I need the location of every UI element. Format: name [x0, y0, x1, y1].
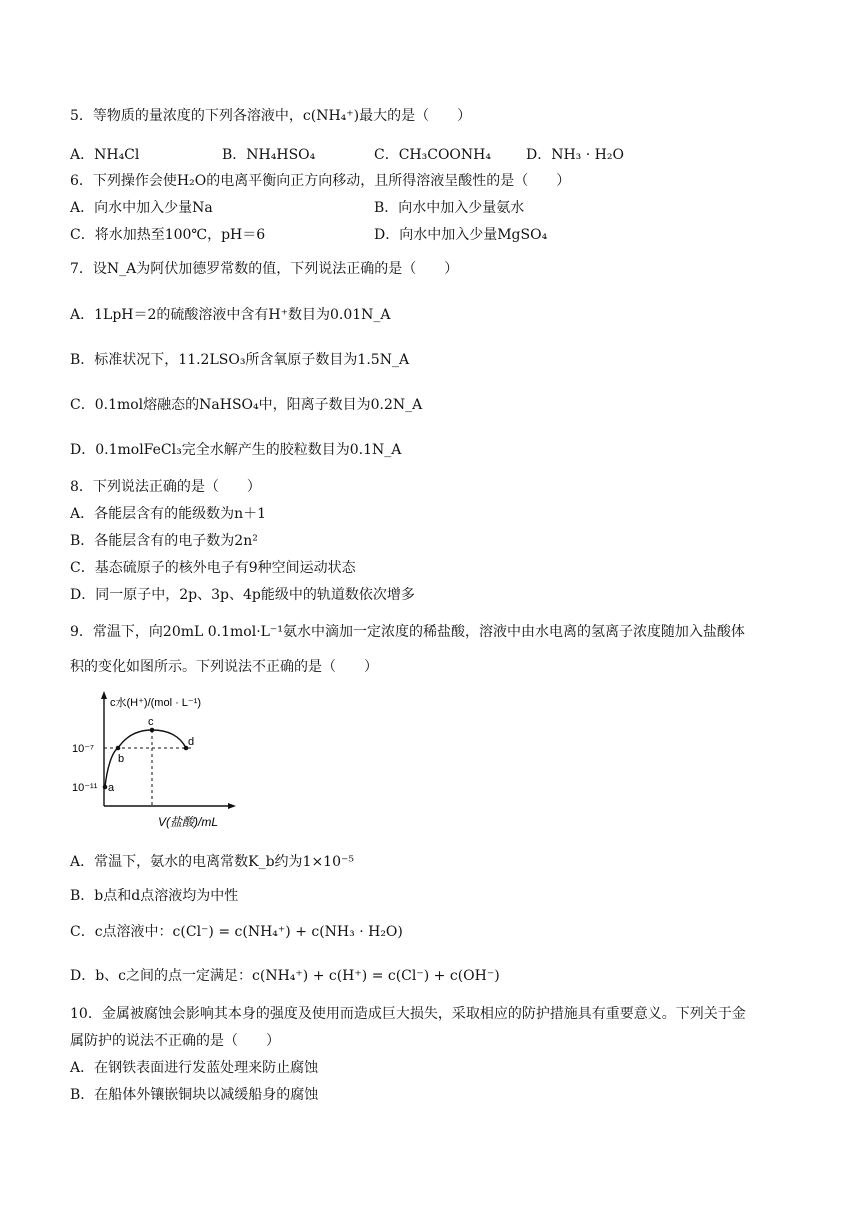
q8-option-a: A．各能层含有的能级数为n＋1: [70, 506, 267, 522]
q8-option-b: B．各能层含有的电子数为2n²: [70, 533, 258, 549]
q9-graph: [70, 688, 240, 838]
graph-tick-1e11: 10⁻¹¹: [72, 782, 98, 794]
q7-option-a: A．1LpH＝2的硫酸溶液中含有H⁺数目为0.01N_A: [70, 307, 391, 323]
graph-x-arrow: [228, 803, 236, 809]
graph-point-b: b: [118, 753, 125, 765]
q8-stem: 8．下列说法正确的是（ ）: [70, 479, 261, 495]
q9-option-c: C．c点溶液中：c(Cl⁻) = c(NH₄⁺) + c(NH₃ · H₂O): [70, 924, 403, 940]
q7-option-d: D．0.1molFeCl₃完全水解产生的胶粒数目为0.1N_A: [70, 442, 402, 458]
q10-stem-line2: 属防护的说法不正确的是（ ）: [70, 1033, 280, 1049]
q9-stem-line2: 积的变化如图所示。下列说法不正确的是（ ）: [70, 659, 378, 675]
q9-option-b: B．b点和d点溶液均为中性: [70, 888, 239, 904]
q7-option-c: C．0.1mol熔融态的NaHSO₄中，阳离子数目为0.2N_A: [70, 397, 423, 413]
graph-point-d: d: [188, 736, 195, 748]
graph-point-c-dot: [150, 728, 155, 733]
q5-stem: 5．等物质的量浓度的下列各溶液中，c(NH₄⁺)最大的是（ ）: [70, 108, 472, 124]
q6-option-c: C．将水加热至100℃，pH＝6: [70, 227, 266, 243]
graph-y-arrow: [101, 691, 107, 699]
graph-point-a: a: [108, 782, 115, 794]
q5-option-c: C．CH₃COONH₄: [374, 147, 491, 163]
q5-option-d: D．NH₃ · H₂O: [526, 147, 624, 163]
q10-stem-line1: 10．金属被腐蚀会影响其本身的强度及使用而造成巨大损失，采取相应的防护措施具有重要意义。下列关于金: [70, 1006, 746, 1022]
q7-stem: 7．设N_A为阿伏加德罗常数的值，下列说法正确的是（ ）: [70, 261, 459, 277]
q9-option-a: A．常温下，氨水的电离常数K_b约为1×10⁻⁵: [70, 854, 354, 870]
graph-point-a-dot: [103, 785, 108, 790]
graph-point-c: c: [148, 716, 154, 728]
q6-option-d: D．向水中加入少量MgSO₄: [374, 227, 548, 243]
q8-option-d: D．同一原子中，2p、3p、4p能级中的轨道数依次增多: [70, 587, 415, 603]
q5-option-b: B．NH₄HSO₄: [222, 147, 316, 163]
graph-y-label: c水(H⁺)/(mol · L⁻¹): [110, 697, 202, 709]
graph-x-label: V(盐酸)/mL: [158, 815, 219, 829]
graph-tick-1e7: 10⁻⁷: [72, 743, 95, 755]
q9-stem-line1: 9．常温下，向20mL 0.1mol·L⁻¹氨水中滴加一定浓度的稀盐酸，溶液中由水电离的氢离子浓度随加入盐酸体: [70, 624, 745, 640]
q10-option-a: A．在钢铁表面进行发蓝处理来防止腐蚀: [70, 1060, 319, 1076]
q10-option-b: B．在船体外镶嵌铜块以减缓船身的腐蚀: [70, 1087, 319, 1103]
q5-option-a: A．NH₄Cl: [70, 147, 140, 163]
q7-option-b: B．标准状况下，11.2LSO₃所含氧原子数目为1.5N_A: [70, 352, 410, 368]
q6-option-b: B．向水中加入少量氨水: [374, 200, 525, 216]
q6-stem: 6．下列操作会使H₂O的电离平衡向正方向移动，且所得溶液呈酸性的是（ ）: [70, 173, 571, 189]
q9-option-d: D．b、c之间的点一定满足：c(NH₄⁺) + c(H⁺) = c(Cl⁻) + c(OH⁻): [70, 968, 500, 984]
graph-point-b-dot: [116, 746, 121, 751]
q8-option-c: C．基态硫原子的核外电子有9种空间运动状态: [70, 560, 356, 576]
q6-option-a: A．向水中加入少量Na: [70, 200, 213, 216]
